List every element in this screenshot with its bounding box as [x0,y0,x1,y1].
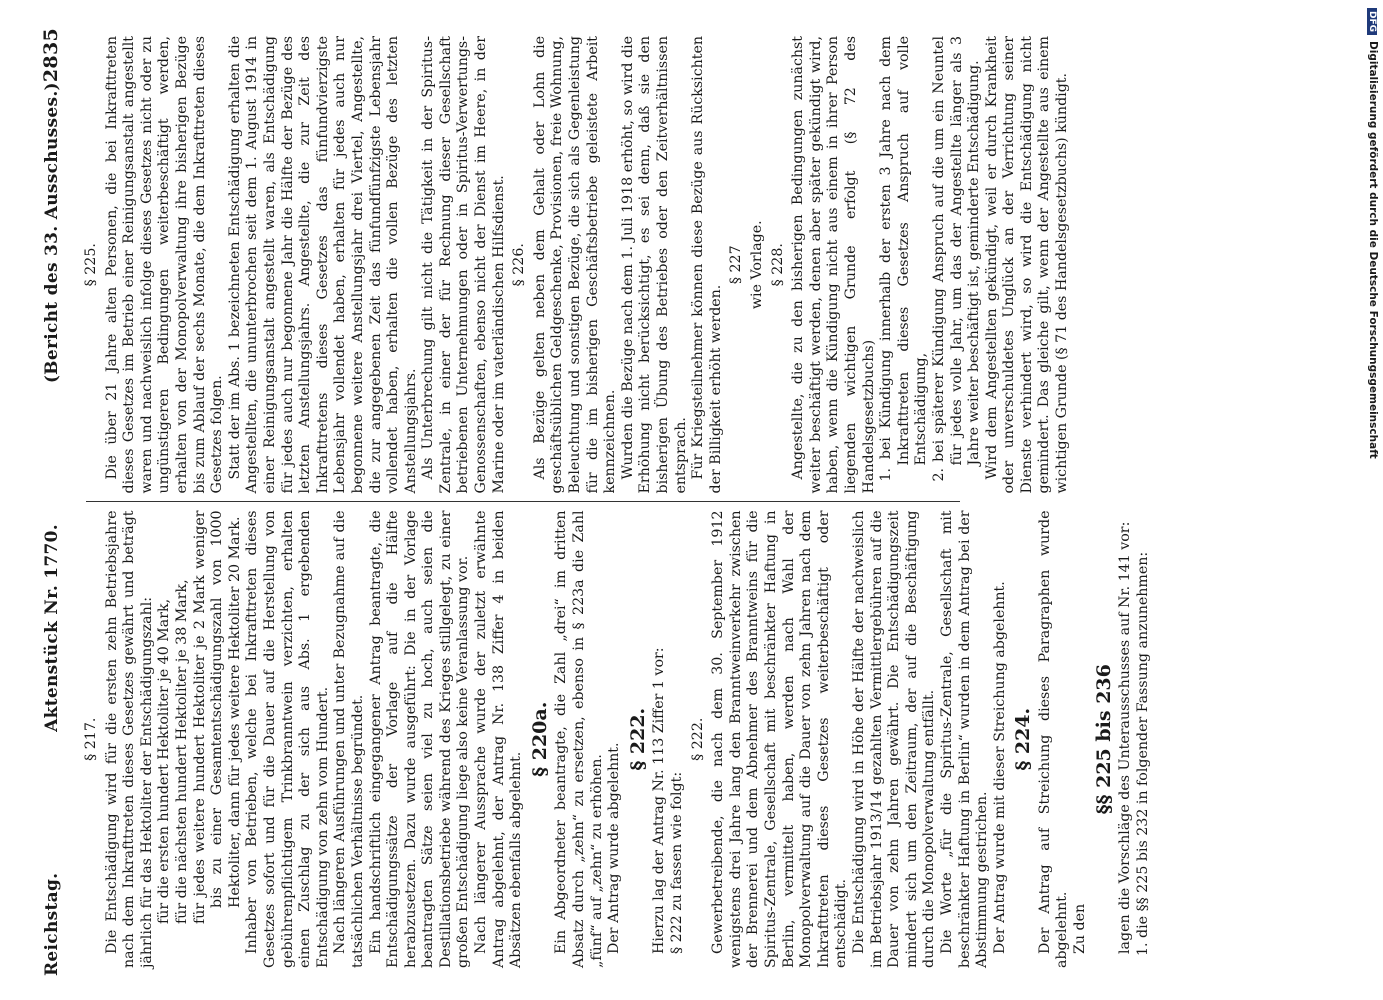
paragraph: Ein Abgeordneter beantragte, die Zahl „drei“ im dritten Absatz durch „zehn“ zu ersetzen, ebenso in § 223a die Zahl „fünf“ auf „zehn“ zu erhöhen. [553,510,605,968]
paragraph: Wurden die Bezüge nach dem 1. Juli 1918 erhöht, so wird die Erhöhung nicht berücksichtigt, es sei denn, daß sie den bisherigen Übung des Betriebes oder den Zeitverhältnissen entsprach. [619,35,689,494]
paragraph: Zu den [1072,903,1089,954]
digitization-watermark [1363,8,1379,988]
section-heading: § 225. [83,243,99,287]
section-heading: § 217. [83,717,99,761]
list-item: 1. die §§ 225 bis 232 in folgender Fassung anzunehmen: [1134,551,1151,956]
paragraph: Inhaber von Betrieben, welche bei Inkrafttreten dieses Gesetzes sofort und für die Dauer auf die Herstellung von gebührenpflichtigem Trinkbranntwein verzichten, erhalten einen Zuschlag zu der sich aus Abs. 1 ergebenden Entschädigung von zehn vom Hundert. [244,510,331,968]
section-heading: § 226. [511,243,528,287]
paragraph: Gewerbetreibende, die nach dem 30. September 1912 wenigstens drei Jahre lang den Branntweinverkehr zwischen der Brennerei und dem Abnehmer des Branntweins für die Spiritus-Zentrale, Gesellschaft mit beschränkter Haftung in Berlin, vermittelt haben, werden nach Wahl der Monopolverwaltung auf die Dauer von zehn Jahren nach dem Inkrafttreten dieses Gesetzes weiterbeschäftigt oder entschädigt. [710,510,850,968]
section-heading: § 220a. [528,701,551,777]
list-item: 1. bei Kündigung innerhalb der ersten 3 Jahre nach dem Inkrafttreten dieses Gesetzes Anspruch auf volle Entschädigung, [878,35,930,482]
paragraph: Nach längerer Aussprache wurde der zuletzt erwähnte Antrag abgelehnt, der Antrag Nr. 138 Ziffer 4 in beiden Absätzen ebenfalls abgelehnt. [473,510,525,968]
dfg-logo: DFG [1367,8,1377,35]
section-heading: § 224. [1012,707,1035,771]
paragraph: Angestellte, die zu den bisherigen Bedingungen zunächst weiter beschäftigt werden, denen aber später gekündigt wird, haben, wenn die Kündigung nicht aus einem in ihrer Person liegenden wichtigen Grunde erfolgt (§ 72 des Handelsgesetzbuchs) [790,35,877,494]
paragraph: Die über 21 Jahre alten Personen, die bei Inkrafttreten dieses Gesetzes im Betrieb einer Reinigungsanstalt angestellt waren und nachweislich infolge dieses Gesetzes nicht oder zu ungünstigeren Bedingungen weiterbeschäftigt werden, erhalten von der Monopolverwaltung ihre bisherigen Bezüge bis zum Ablauf der sechs Monate, die dem Inkrafttreten dieses Gesetzes folgen. [103,35,226,494]
paragraph: Der Antrag wurde abgelehnt. [606,742,623,954]
paragraph: Die Entschädigung wird in Höhe der Hälfte der nachweislich im Betriebsjahr 1913/14 gezahlten Vermittlergebühren auf die Dauer von zehn Jahren gewährt. Die Entschädigungszeit mindert sich um den Zeitraum, der auf die Beschäftigung durch die Monopolverwaltung entfällt. [850,510,938,968]
page-header [40,28,76,976]
page-number: 2835 [40,28,62,83]
list-item: für jedes weitere hundert Hektoliter je 2 Mark weniger bis zu einer Gesamtentschädigungszahl von 1000 Hektoliter, dann für jedes weitere Hektoliter 20 Mark. [191,510,243,924]
paragraph: lagen die Vorschläge des Unterausschusses auf Nr. 141 vor: [1117,521,1134,954]
paragraph: Als Bezüge gelten neben dem Gehalt oder Lohn die geschäftsüblichen Geldgeschenke, Provisionen, freie Wohnung, Beleuchtung und sonstigen Bezüge, die sich als Gegenleistung für die im bisherigen Geschäftsbetriebe geleistete Arbeit kennzeichnen. [531,35,619,494]
header-document-number: Aktenstück Nr. 1770. [42,523,62,732]
paragraph: Als Unterbrechung gilt nicht die Tätigkeit in der Spiritus-Zentrale, in einer der für Rechnung dieser Gesellschaft betriebenen Unternehmungen oder in Spiritus-Verwertungs-Genossenschaften, ebenso nicht der Dienst im Heere, in der Marine oder im vaterländischen Hilfsdienst. [420,35,507,494]
header-left: Reichstag. [42,872,62,976]
list-item: für die nächsten hundert Hektoliter je 38 Mark, [173,579,190,924]
paragraph: Ein handschriftlich eingegangener Antrag beantragte, die Entschädigungssätze der Vorlage auf die Hälfte herabzusetzen. Dazu wurde ausgeführt: Die in der Vorlage beantragten Sätze seien viel zu hoch, auch seien die Destillationsbetriebe während des Krieges stillgelegt, zu einer großen Entschädigung liege also keine Veranlassung vor. [367,510,472,968]
paragraph: § 222 zu fassen wie folgt: [669,771,685,954]
paragraph: Wird dem Angestellten gekündigt, weil er durch Krankheit oder unverschuldetes Unglück an der Verrichtung seiner Dienste verhindert wird, so wird die Entschädigung nicht gemindert. Das gleiche gilt, wenn der Angestellte aus einem wichtigen Grunde (§ 71 des Handelsgesetzbuchs) kündigt. [983,35,1071,494]
paragraph: Die Entschädigung wird für die ersten zehn Betriebsjahre nach dem Inkrafttreten dieses Gesetzes gewährt und beträgt jährlich für das Hektoliter der Entschädigungszahl: [103,510,155,968]
section-heading: § 228. [769,243,786,287]
column-divider [86,502,960,503]
text-columns [80,28,1260,976]
section-heading: § 227 [728,245,745,285]
paragraph: Hierzu lag der Antrag Nr. 113 Ziffer 1 vor: [651,647,668,954]
paragraph: Der Antrag auf Streichung dieses Paragraphen wurde abgelehnt. [1036,510,1071,968]
paragraph: wie Vorlage. [748,220,765,310]
paragraph: Nach längeren Ausführungen und unter Bezugnahme auf die tatsächlichen Verhältnisse begründet. [332,510,366,968]
section-heading: § 222. [626,707,649,771]
paragraph: Statt der im Abs. 1 bezeichneten Entschädigung erhalten die Angestellten, die ununterbrochen seit dem 1. August 1914 in einer Reinigungsanstalt angestellt waren, als Entschädigung für jedes auch nur begonnene Jahr die Hälfte der Bezüge des letzten Anstellungsjahrs. Angestellte, die zur Zeit des Inkrafttretens dieses Gesetzes das fünfundvierzigste Lebensjahr vollendet haben, erhalten für jedes auch nur begonnene weitere Anstellungsjahr drei Viertel, Angestellte, die zur angegebenen Zeit das fünfundfünfzigste Lebensjahr vollendet haben, erhalten die vollen Bezüge des letzten Anstellungsjahrs. [226,35,419,494]
paragraph: Der Antrag wurde mit dieser Streichung abgelehnt. [991,581,1008,954]
left-column [80,502,1260,976]
section-heading: § 222. [689,717,706,761]
right-column [80,28,1260,502]
header-report-title: (Bericht des 33. Ausschusses.) [42,82,62,384]
paragraph: Für Kriegsteilnehmer können diese Bezüge aus Rücksichten der Billigkeit erhöht werden. [690,35,724,494]
watermark-text: Digitalisierung gefördert durch die Deutsche Forschungsgemeinschaft [1367,41,1379,459]
list-item: 2. bei späterer Kündigung Anspruch auf die um ein Neuntel für jedes volle Jahr, um das der Angestellte länger als 3 Jahre weiter beschäftigt ist, geminderte Entschädigung. [930,35,983,482]
paragraph: Die Worte „für die Spiritus-Zentrale, Gesellschaft mit beschränkter Haftung in Berlin“ wurden in dem Antrag bei der Abstimmung gestrichen. [938,510,991,968]
section-heading: §§ 225 bis 236 [1092,664,1115,815]
list-item: für die ersten hundert Hektoliter je 40 Mark, [156,598,173,924]
